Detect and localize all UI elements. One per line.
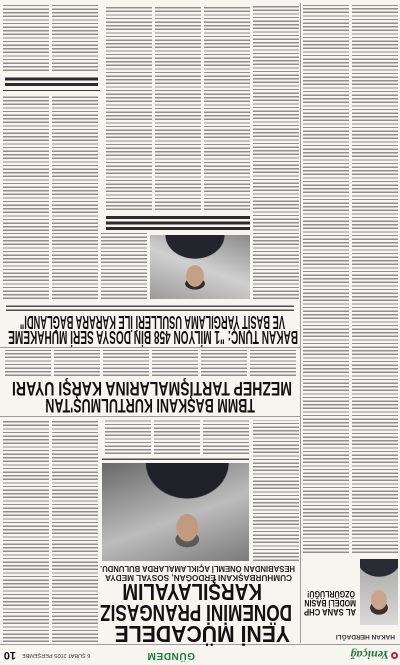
columnist-photo	[360, 559, 398, 625]
kurtulmus-headline-text: TBMM BAŞKANI KURTULMUŞ'TAN	[45, 394, 255, 415]
main-subhead-line-1	[105, 573, 292, 581]
kurtulmus-story-body	[5, 350, 296, 376]
column-body-text	[303, 5, 398, 553]
tunc-story-photo	[150, 235, 250, 299]
tunc-headline-text: VE BASİT YARGILAMA USULLERİ İLE KARARA BAĞLANDI"	[19, 312, 285, 332]
column-divider	[300, 3, 301, 643]
main-story-body-right	[3, 420, 98, 642]
main-headline-text: KARŞILAYALIM	[122, 579, 262, 605]
tunc-story-body-right	[3, 95, 98, 231]
logo-emblem-icon	[391, 652, 398, 659]
column-title-line-3	[307, 589, 355, 598]
main-story-body-bottom	[103, 420, 249, 454]
column-title-text: ÖZGÜRLÜĞÜ!	[306, 589, 355, 599]
main-subhead-text: HESABINDAN ÖNEMLİ AÇIKLAMALARDA BULUNDU.	[100, 564, 295, 573]
story-divider	[0, 347, 300, 348]
tunc-headline-text: BAKAN TUNÇ: "1 MİLYON 458 BİN DOSYA SERİ MUHAKEME	[8, 327, 298, 347]
news-brief-body	[3, 5, 98, 71]
story-divider	[0, 416, 300, 417]
tunc-headline-line-2	[20, 313, 285, 331]
column-title-text: MODELİ BASIN	[304, 598, 356, 608]
tunc-story-body-lower	[106, 5, 250, 210]
main-headline-text: DÖNEMİNİ PRANGASIZ	[100, 600, 292, 626]
column-title-line-1	[304, 607, 356, 616]
main-story-body-left	[253, 420, 299, 561]
column-title-line-2	[304, 598, 356, 607]
main-subhead-line-2	[100, 564, 295, 572]
tunc-story-body-col-1	[253, 5, 299, 299]
tunc-story-body-top-right	[3, 233, 147, 299]
issue-date: 6 ŞUBAT 2025 PERŞEMBE	[22, 652, 91, 658]
columnist-name: HAKAN HERDAĞLI	[335, 633, 395, 640]
newspaper-logo: Yeniçağ	[350, 648, 389, 662]
news-brief-heading	[5, 75, 98, 86]
kurtulmus-headline-line-2	[12, 378, 292, 397]
main-headline-text: YENİ MÜCADELE	[114, 621, 290, 647]
main-photo-caption	[102, 458, 249, 460]
tunc-story-subheading	[106, 214, 250, 230]
tunc-story-lead	[6, 304, 294, 311]
section-title: GÜNDEM	[146, 650, 195, 661]
main-subhead-text: CUMHURBAŞKANI ERDOĞAN, SOSYAL MEDYA	[105, 573, 292, 582]
main-story-photo	[102, 463, 249, 561]
column-title-text: AL SANA CHP	[303, 607, 356, 617]
main-headline-line-3	[122, 580, 262, 603]
page-number: 10	[3, 649, 16, 661]
kurtulmus-headline-text: MEZHEP TARTIŞMALARINA KARŞI UYARI	[12, 377, 292, 398]
